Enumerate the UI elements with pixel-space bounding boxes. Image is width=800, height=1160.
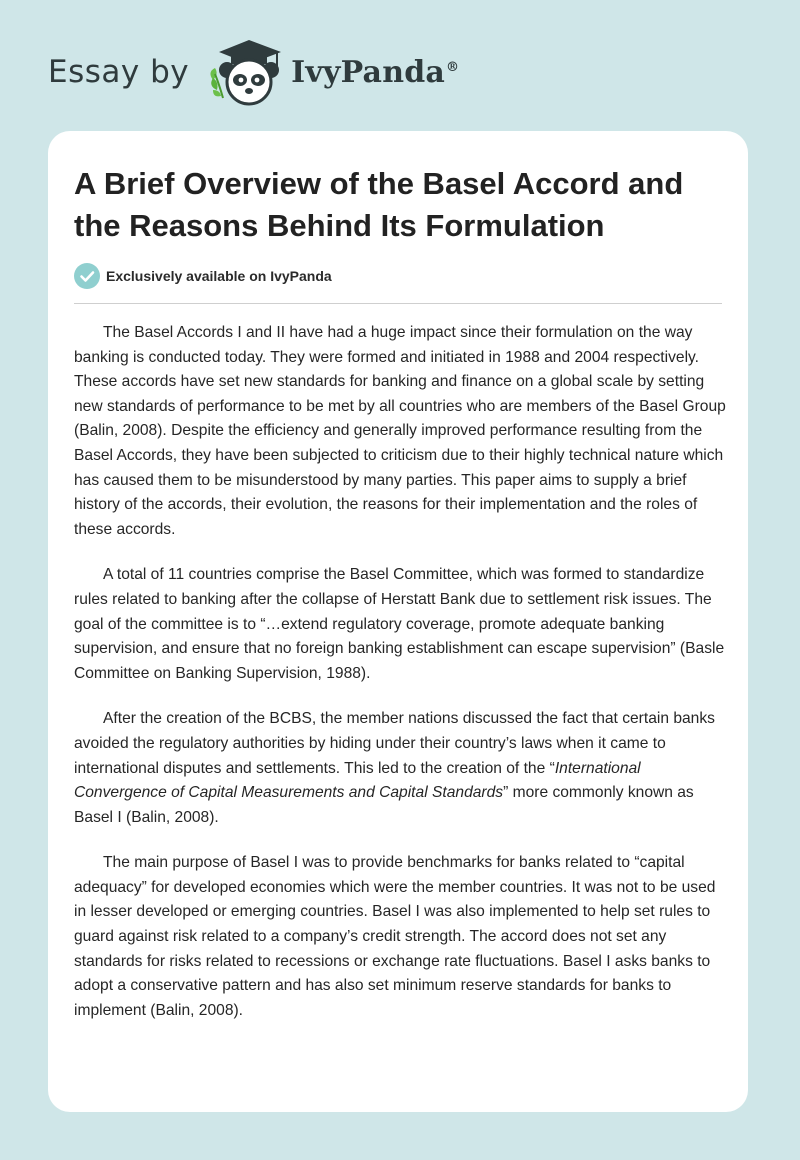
registered-mark: ® [446, 59, 460, 75]
paragraph: The main purpose of Basel I was to provide benchmarks for banks related to “capital adequacy” for developed economies which were the member countries. It was not to be used in lesser developed or emerging countries. Basel I was also implemented to help set rules to guard against risk related to a company’s credit strength. The accord does not set any standards for risks related to recessions or exchange rate fluctuations. Basel I asks banks to adopt a conservative pattern and has also set minimum reserve standards for banks to implement (Balin, 2008). [74, 854, 716, 1019]
paragraph-text: ” more commonly known as Basel I (Balin, 2008). [74, 784, 694, 826]
brand-name[interactable]: IvyPanda® [291, 54, 460, 90]
document-title-italic: International Convergence of Capital Measurements and Capital Standards [74, 759, 641, 802]
page-title: A Brief Overview of the Basel Accord and the Reasons Behind Its Formulation [74, 166, 684, 243]
essay-body [74, 321, 726, 1044]
essay-by-label: Essay by [48, 54, 190, 90]
paragraph [74, 707, 726, 830]
paragraph: The Basel Accords I and II have had a huge impact since their formulation on the way banking is conducted today. They were formed and initiated in 1988 and 2004 respectively. These accords have set new standards for banking and finance on a global scale by setting new standards of performance to be met by all countries who are members of the Basel Group (Balin, 2008). Despite the efficiency and generally improved performance resulting from the Basel Accords, they have been subjected to criticism due to their highly technical nature which has caused them to be misunderstood by many parties. This paper aims to supply a brief history of the accords, their evolution, the reasons for their implementation and the roles of these accords. [74, 324, 726, 538]
check-circle-icon [74, 263, 100, 289]
site-header [48, 36, 508, 108]
title-divider [74, 303, 722, 304]
paragraph-text: After the creation of the BCBS, the member nations discussed the fact that certain banks avoided the regulatory authorities by hiding under their country’s laws when it came to international disputes and settlements. This led to the creation of the “ [74, 710, 715, 777]
exclusive-badge-label: Exclusively available on IvyPanda [106, 268, 332, 284]
exclusive-badge [74, 263, 332, 289]
essay-card [48, 131, 748, 1112]
paragraph: A total of 11 countries comprise the Basel Committee, which was formed to standardize rules related to banking after the collapse of Herstatt Bank due to settlement risk issues. The goal of the committee is to “…extend regulatory coverage, promote adequate banking supervision, and ensure that no foreign banking establishment can escape supervision” (Basle Committee on Banking Supervision, 1988). [74, 566, 725, 682]
panda-logo-icon[interactable] [203, 36, 285, 108]
